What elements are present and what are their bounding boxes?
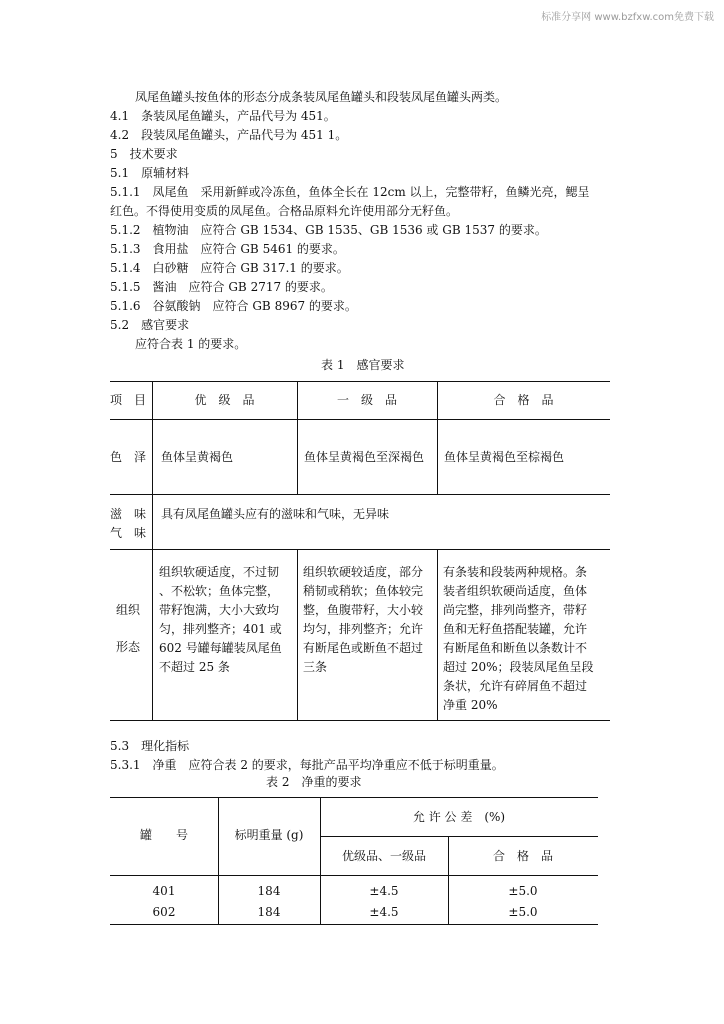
table2-header-rule — [110, 875, 598, 876]
table1-header-premium: 优 级 品 — [194, 393, 255, 407]
clause-5-3-1: 5.3.1 净重 应符合表 2 的要求，每批产品平均净重应不低于标明重量。 — [110, 758, 504, 772]
table2-bottom-rule — [110, 924, 598, 925]
table1-row-texture-label: 组织 — [116, 603, 141, 617]
table1-row-rule — [110, 549, 610, 550]
clause-5-1-6: 5.1.6 谷氨酸钠 应符合 GB 8967 的要求。 — [110, 299, 357, 313]
table1-cell: 三条 — [303, 660, 328, 674]
table1-cell: 602 号罐每罐装凤尾鱼 — [159, 641, 282, 655]
clause-4-1: 4.1 条装凤尾鱼罐头，产品代号为 451。 — [110, 109, 336, 123]
table1-caption: 表 1 感官要求 — [321, 358, 405, 372]
clause-5-1-1: 5.1.1 凤尾鱼 采用新鲜或冷冻鱼，鱼体全长在 12cm 以上，完整带籽，鱼鳞光亮，鳃呈 — [110, 185, 590, 199]
table1-header-first: 一 级 品 — [336, 393, 397, 407]
paragraph-see-table1: 应符合表 1 的要求。 — [135, 337, 247, 351]
watermark: 标准分享网 www.bzfxw.com免费下载 — [541, 12, 714, 23]
table1-cell: 具有凤尾鱼罐头应有的滋味和气味，无异味 — [161, 507, 390, 521]
table1-header-rule — [110, 419, 610, 420]
table2-cell-grade2: ±5.0 — [508, 905, 538, 919]
clause-5-1-5: 5.1.5 酱油 应符合 GB 2717 的要求。 — [110, 280, 333, 294]
table1-col-rule — [152, 381, 153, 720]
table2-cell-grade1: ±4.5 — [369, 905, 399, 919]
table1-cell: 、不松软；鱼体完整， — [159, 584, 280, 598]
table2-header-weight: 标明重量 (g) — [234, 828, 304, 842]
table1-cell: 有条装和段装两种规格。条 — [443, 565, 588, 579]
table1-cell: 组织软硬较适度，部分 — [303, 565, 424, 579]
table1-cell: 条状，允许有碎屑鱼不超过 — [443, 679, 588, 693]
table2-top-rule — [110, 797, 598, 798]
table2-cell-can: 401 — [152, 884, 176, 898]
table2-mid-rule — [320, 836, 598, 837]
table1-cell: 整，鱼腹带籽，大小较 — [303, 603, 424, 617]
table1-row-taste-label: 气 味 — [110, 526, 147, 540]
clause-4-2: 4.2 段装凤尾鱼罐头，产品代号为 451 1。 — [110, 128, 348, 142]
clause-5-1-3: 5.1.3 食用盐 应符合 GB 5461 的要求。 — [110, 242, 345, 256]
heading-5-3: 5.3 理化指标 — [110, 739, 190, 753]
table1-cell: 不超过 25 条 — [159, 660, 230, 674]
table1-col-rule — [437, 549, 438, 720]
table1-cell: 有断尾鱼和断鱼以条数计不 — [443, 641, 588, 655]
table1-row-texture-label: 形态 — [116, 640, 141, 654]
table2-cell-weight: 184 — [257, 905, 281, 919]
table2-caption: 表 2 净重的要求 — [266, 775, 362, 789]
table1-cell: 稍韧或稍软；鱼体较完 — [303, 584, 424, 598]
table1-bottom-rule — [110, 720, 610, 721]
table1-cell: 尚完整，排列尚整齐，带籽 — [443, 603, 588, 617]
clause-5-1-4: 5.1.4 白砂糖 应符合 GB 317.1 的要求。 — [110, 261, 349, 275]
table1-cell: 装者组织软硬尚适度，鱼体 — [443, 584, 588, 598]
table1-row-rule — [110, 494, 610, 495]
table1-cell: 鱼体呈黄褐色 — [161, 450, 234, 464]
table1-cell: 均匀，排列整齐；允许 — [303, 622, 424, 636]
table2-header-can: 罐 号 — [139, 828, 188, 842]
table1-cell: 净重 20% — [443, 698, 498, 712]
table1-cell: 带籽饱满，大小大致均 — [159, 603, 280, 617]
table1-cell: 鱼体呈黄褐色至深褐色 — [304, 450, 425, 464]
table1-header-qualified: 合 格 品 — [493, 393, 554, 407]
table1-top-rule — [110, 381, 610, 382]
table2-cell-weight: 184 — [257, 884, 281, 898]
table1-cell: 有断尾色或断鱼不超过 — [303, 641, 424, 655]
table2-cell-grade2: ±5.0 — [508, 884, 538, 898]
table2-cell-can: 602 — [152, 905, 176, 919]
table2-cell-grade1: ±4.5 — [369, 884, 399, 898]
heading-5-2: 5.2 感官要求 — [110, 318, 190, 332]
clause-5-1-1-cont: 红色。不得使用变质的凤尾鱼。合格品原料允许使用部分无籽鱼。 — [110, 204, 459, 218]
table1-row-color-label: 色 泽 — [110, 450, 147, 464]
table2-header-tolerance: 允 许 公 差 (%) — [412, 810, 506, 824]
table1-row-taste-label: 滋 味 — [110, 507, 147, 521]
table1-cell: 匀，排列整齐；401 或 — [159, 622, 282, 636]
table1-header-item: 项 目 — [110, 393, 147, 407]
heading-5: 5 技术要求 — [110, 147, 178, 161]
table1-cell: 鱼和无籽鱼搭配装罐，允许 — [443, 622, 588, 636]
table1-cell: 组织软硬适度，不过韧 — [159, 565, 280, 579]
paragraph-intro: 凤尾鱼罐头按鱼体的形态分成条装凤尾鱼罐头和段装凤尾鱼罐头两类。 — [135, 90, 508, 104]
table1-col-rule — [297, 549, 298, 720]
table1-cell: 超过 20%；段装凤尾鱼呈段 — [443, 660, 594, 674]
table2-header-grade2: 合 格 品 — [492, 849, 553, 863]
heading-5-1: 5.1 原辅材料 — [110, 166, 190, 180]
table1-cell: 鱼体呈黄褐色至棕褐色 — [444, 450, 565, 464]
table2-header-grade1: 优级品、一级品 — [341, 849, 426, 863]
clause-5-1-2: 5.1.2 植物油 应符合 GB 1534、GB 1535、GB 1536 或 GB 1537 的要求。 — [110, 223, 547, 237]
